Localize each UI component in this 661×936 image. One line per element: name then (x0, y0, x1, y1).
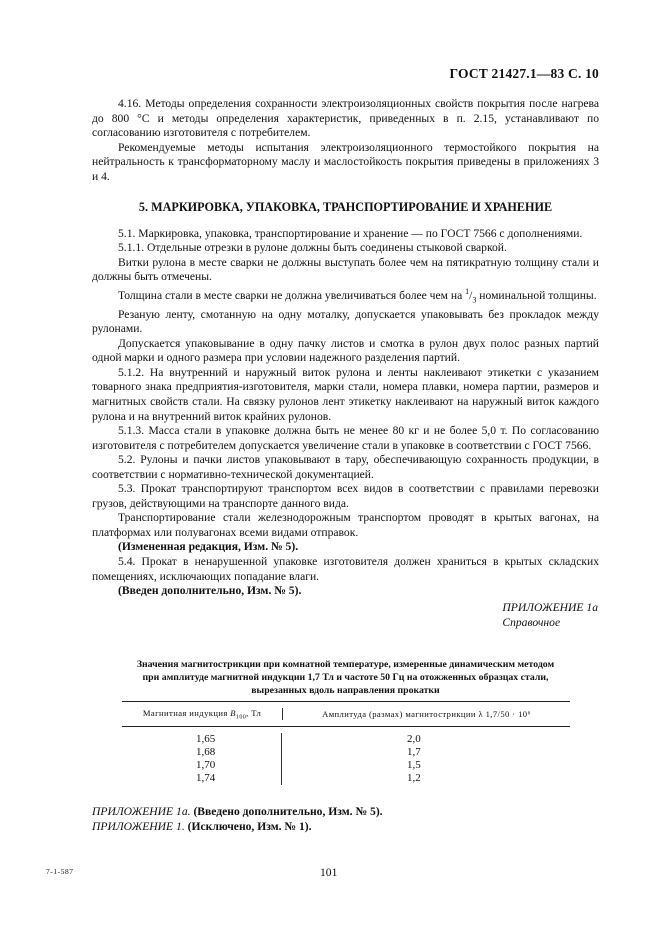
fraction-denominator: 3 (472, 295, 477, 305)
table-caption-line-1: Значения магнитострикции при комнатной температуре, измеренные динамическим методом (136, 659, 555, 670)
paragraph-recommended-methods: Рекомендуемые методы испытания электроизоляционного термостойкого покрытия на нейтральность к трансформаторному маслу и маслостойкость покрытия приведены в приложениях 3 и 4. (92, 140, 599, 183)
header-induction-subscript: 100 (235, 714, 247, 721)
section-5-title: 5. МАРКИРОВКА, УПАКОВКА, ТРАНСПОРТИРОВАНИЕ И ХРАНЕНИЕ (138, 200, 553, 215)
paragraph-weld-thickness (92, 285, 599, 308)
fraction-one-third: $^1/_3$ (465, 287, 477, 305)
note-1-label: ПРИЛОЖЕНИЕ 1. (92, 820, 185, 834)
amendment-note-revised: (Измененная редакция, Изм. № 5). (118, 540, 299, 554)
paragraph-5-3: 5.3. Прокат транспортируют транспортом всех видов в соответствии с правилами перевозки грузов, действующими на транспорте данного вида. (92, 482, 599, 510)
table-cell: 1,70 (196, 759, 216, 771)
table-caption-line-2: при амплитуде магнитной индукции 1,7 Тл и частоте 50 Гц на отожженных образцах стали, (142, 672, 549, 683)
paragraph-5-1-3: 5.1.3. Масса стали в упаковке должна быть не менее 80 кг и не более 5,0 т. По согласованию изготовителя с потребителем допускается увеличение стали в упаковке в соответствии с ГОСТ 7566. (92, 424, 599, 452)
weld-thickness-text-a: Толщина стали в месте сварки не должна увеличиваться более чем на (118, 288, 463, 302)
document-header: ГОСТ 21427.1—83 С. 10 (449, 66, 599, 81)
paragraph-4-16: 4.16. Методы определения сохранности электроизоляционных свойств покрытия после нагрева до 800 °С и методы определения характеристик, приведенных в п. 2.15, устанавливают по согласованию изготовителя с потребителем. (92, 97, 599, 140)
body-text (92, 97, 599, 599)
paragraph-packing-allowed: Допускается упаковывание в одну пачку листов и смотка в рулон двух полос разных партий одной марки и одного размера при условии надежного разделения партий. (92, 336, 599, 365)
appendix-title: ПРИЛОЖЕНИЕ 1а (502, 601, 598, 614)
paragraph-5-4: 5.4. Прокат в ненарушенной упаковке изготовителя должен храниться в крытых складских помещениях, исключающих попадание влаги. (92, 555, 599, 583)
note-appendix-1a (92, 804, 383, 819)
appendix-notes (92, 804, 383, 834)
header-induction-symbol: B (230, 707, 236, 718)
table-cell: 1,68 (196, 746, 216, 758)
weld-thickness-text-b: номинальной толщины. (479, 288, 597, 302)
paragraph-5-1-1: 5.1.1. Отдельные отрезки в рулоне должны быть соединены стыковой сваркой. (118, 241, 507, 255)
magnetostriction-table (122, 701, 570, 785)
table-cell: 1,74 (196, 772, 216, 784)
note-1a-label: ПРИЛОЖЕНИЕ 1а. (92, 805, 191, 818)
appendix-label (502, 600, 598, 630)
note-1a-status: (Введено дополнительно, Изм. № 5). (193, 805, 383, 818)
table-cell: 1,7 (407, 746, 421, 758)
page-number: 101 (320, 866, 338, 879)
header-induction-unit: , Тл (246, 707, 262, 718)
table-cell: 1,5 (407, 759, 421, 771)
table-header-induction (122, 708, 283, 721)
table-column-induction (122, 733, 282, 785)
fraction-numerator: 1 (465, 287, 470, 297)
note-appendix-1 (92, 819, 383, 834)
paragraph-cut-strip: Резаную ленту, смотанную на одну моталку, допускается упаковывать без прокладок между рулонами. (92, 307, 599, 336)
table-header-magnetostriction: Амплитуда (размах) магнитострикции λ 1,7/50 · 10⁶ (322, 709, 531, 719)
table-caption (92, 658, 599, 697)
paragraph-welding-turns: Витки рулона в месте сварки не должны выступать более чем на пятикратную толщину стали и должны быть отмечены. (92, 255, 599, 284)
appendix-subtitle: Справочное (502, 616, 561, 629)
paragraph-5-1: 5.1. Маркировка, упаковка, транспортирование и хранение — по ГОСТ 7566 с дополнениями. (118, 226, 583, 240)
table-cell: 1,2 (407, 772, 421, 784)
table-caption-line-3: вырезанных вдоль направления прокатки (251, 685, 440, 696)
paragraph-5-1-2: 5.1.2. На внутренний и наружный виток рулона и ленты наклеивают этикетки с указанием товарного знака предприятия-изготовителя, марки стали, номера плавки, номера партии, размеров и магнитных свойств стали. На связку рулонов лент этикетку наклеивают на наружный виток каждого рулона и на внутренний виток крайних рулонов. (92, 365, 599, 423)
table-cell: 1,65 (196, 733, 216, 745)
paragraph-5-2: 5.2. Рулоны и пачки листов упаковывают в тару, обеспечивающую сохранность продукции, в соответствии с нормативно-технической документацией. (92, 453, 599, 481)
table-cell: 2,0 (407, 733, 421, 745)
amendment-note-added: (Введен дополнительно, Изм. № 5). (118, 584, 302, 598)
table-column-magnetostriction (282, 733, 570, 785)
table-header-row (122, 702, 570, 726)
paragraph-rail-transport: Транспортирование стали железнодорожным транспортом проводят в крытых вагонах, на платформах или полувагонах всеми видами отправок. (92, 511, 599, 539)
table-body (122, 727, 570, 785)
header-induction-label: Магнитная индукция (142, 707, 228, 718)
print-code: 7-1-587 (46, 867, 74, 876)
note-1-status: (Исключено, Изм. № 1). (187, 820, 312, 834)
